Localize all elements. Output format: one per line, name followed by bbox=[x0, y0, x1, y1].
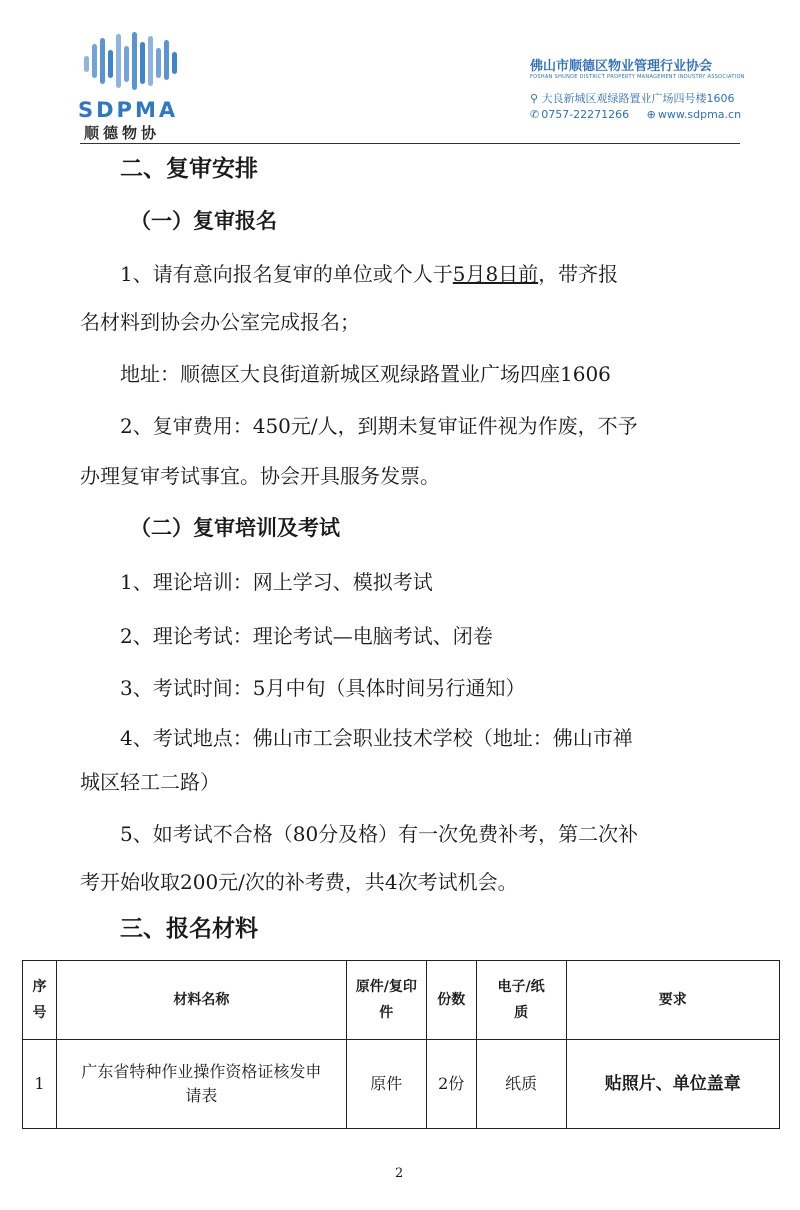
org-name: 佛山市顺德区物业管理行业协会 bbox=[530, 59, 713, 74]
section2-sub2-title: （二）复审培训及考试 bbox=[130, 516, 340, 540]
header-type bbox=[346, 961, 426, 1040]
header-no bbox=[23, 961, 57, 1040]
logo-bar bbox=[140, 42, 145, 84]
exam-item-5-line-2: 考开始收取200元/次的补考费，共4次考试机会。 bbox=[80, 870, 518, 894]
logo-bar bbox=[156, 48, 161, 78]
header-name: 材料名称 bbox=[56, 961, 346, 1040]
cell-no: 1 bbox=[23, 1040, 57, 1129]
exam-item-2: 2、理论考试：理论考试—电脑考试、闭卷 bbox=[120, 624, 493, 648]
paragraph-1-line-2: 名材料到协会办公室完成报名； bbox=[80, 310, 360, 334]
paragraph-1-line-1 bbox=[120, 258, 618, 287]
org-name-en: FOSHAN SHUNDE DISTRICT PROPERTY MANAGEMENT INDUSTRY ASSOCIATION bbox=[530, 74, 745, 80]
header-no-text: 序号 bbox=[32, 979, 47, 1021]
section2-title: 二、复审安排 bbox=[120, 156, 258, 182]
page-number: 2 bbox=[395, 1166, 404, 1181]
table-header-row bbox=[23, 961, 780, 1040]
header-requirement: 要求 bbox=[566, 961, 779, 1040]
logo-bar bbox=[148, 36, 153, 86]
org-address-text: 大良新城区观绿路置业广场四号楼1606 bbox=[541, 92, 735, 105]
phone-row bbox=[530, 108, 629, 121]
location-pin-icon: ⚲ bbox=[530, 92, 539, 105]
exam-item-4-line-1: 4、考试地点：佛山市工会职业技术学校（地址：佛山市禅 bbox=[120, 726, 633, 750]
header-medium-text: 电子/纸质 bbox=[497, 979, 545, 1021]
logo-bar bbox=[108, 50, 113, 78]
globe-icon: ⊕ bbox=[646, 108, 656, 121]
header-count: 份数 bbox=[426, 961, 476, 1040]
logo-mark bbox=[80, 30, 180, 92]
p1-text-b: ，带齐报 bbox=[538, 262, 619, 286]
phone-icon: ✆ bbox=[530, 108, 540, 121]
cell-medium: 纸质 bbox=[476, 1040, 566, 1129]
logo-subtitle: 顺德物协 bbox=[84, 124, 161, 142]
logo-bar bbox=[116, 34, 121, 88]
p1-deadline-date: 5月8日前 bbox=[452, 262, 539, 286]
website-text: www.sdpma.cn bbox=[657, 108, 742, 121]
p1-text-a: 1、请有意向报名复审的单位或个人于 bbox=[120, 262, 453, 286]
logo-bar bbox=[132, 32, 137, 90]
logo-bar bbox=[100, 38, 105, 84]
logo-bar bbox=[172, 52, 177, 74]
logo-bars-graphic bbox=[80, 30, 180, 92]
exam-item-1: 1、理论培训：网上学习、模拟考试 bbox=[120, 570, 433, 594]
header-divider bbox=[80, 143, 740, 144]
website-row bbox=[647, 108, 741, 121]
section2-sub1-title: （一）复审报名 bbox=[130, 209, 277, 233]
logo-text: SDPMA bbox=[78, 98, 179, 122]
materials-table bbox=[22, 960, 780, 1129]
logo-bar bbox=[124, 46, 129, 82]
section3-title: 三、报名材料 bbox=[120, 916, 258, 942]
paragraph-2-line-1: 2、复审费用：450元/人，到期未复审证件视为作废，不予 bbox=[120, 414, 638, 438]
cell-name-text: 广东省特种作业操作资格证核发申请表 bbox=[81, 1062, 322, 1105]
paragraph-2-line-2: 办理复审考试事宜。协会开具服务发票。 bbox=[80, 464, 440, 488]
table-row bbox=[23, 1040, 780, 1129]
cell-name bbox=[56, 1040, 346, 1129]
exam-item-4-line-2: 城区轻工二路） bbox=[80, 770, 220, 794]
exam-item-3: 3、考试时间：5月中旬（具体时间另行通知） bbox=[120, 676, 526, 700]
address-line: 地址：顺德区大良街道新城区观绿路置业广场四座1606 bbox=[120, 362, 611, 386]
cell-type: 原件 bbox=[346, 1040, 426, 1129]
phone-text: 0757-22271266 bbox=[541, 108, 630, 121]
header-medium bbox=[476, 961, 566, 1040]
cell-requirement: 贴照片、单位盖章 bbox=[566, 1040, 779, 1129]
org-contact bbox=[530, 108, 755, 121]
logo-bar bbox=[84, 56, 89, 72]
logo-bar bbox=[164, 40, 169, 80]
header-type-text: 原件/复印件 bbox=[355, 979, 417, 1021]
logo-bar bbox=[92, 44, 97, 78]
cell-count: 2份 bbox=[426, 1040, 476, 1129]
org-address bbox=[530, 90, 735, 106]
exam-item-5-line-1: 5、如考试不合格（80分及格）有一次免费补考，第二次补 bbox=[120, 822, 639, 846]
